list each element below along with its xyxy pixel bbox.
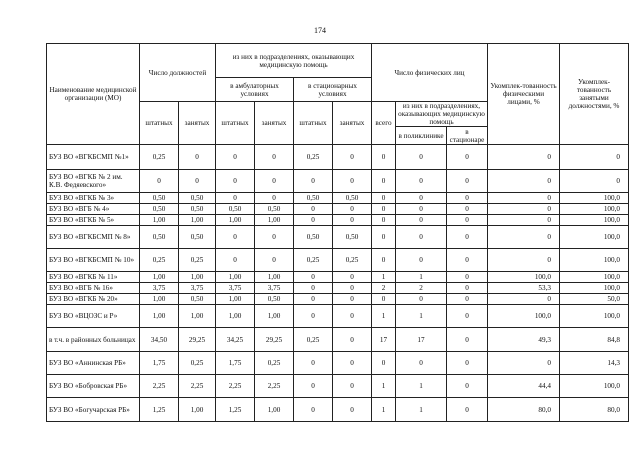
value-cell: 0 <box>333 272 372 283</box>
value-cell: 0 <box>447 375 488 398</box>
value-cell: 0 <box>396 170 447 193</box>
subdivisions-header: из них в подразделениях, оказывающих медицинскую помощь <box>216 44 372 78</box>
value-cell: 0,25 <box>140 249 179 272</box>
value-cell: 0,50 <box>333 193 372 204</box>
org-name-cell: БУЗ ВО «ВГБ № 4» <box>47 204 140 215</box>
value-cell: 0 <box>447 398 488 422</box>
value-cell: 2,25 <box>179 375 216 398</box>
value-cell: 0,50 <box>140 204 179 215</box>
org-name-header: Наименование медицинской организации (МО) <box>47 44 140 145</box>
value-cell: 2,25 <box>216 375 255 398</box>
value-cell: 2 <box>372 283 396 294</box>
value-cell: 0 <box>560 170 629 193</box>
value-cell: 0,50 <box>255 294 294 305</box>
table-row <box>47 193 629 204</box>
value-cell: 0 <box>488 249 560 272</box>
value-cell: 0 <box>294 283 333 294</box>
value-cell: 1 <box>396 305 447 328</box>
value-cell: 1,00 <box>140 272 179 283</box>
value-cell: 34,25 <box>216 328 255 352</box>
value-cell: 0,25 <box>255 352 294 375</box>
org-name-cell: БУЗ ВО «Бобровская РБ» <box>47 375 140 398</box>
value-cell: 0 <box>396 193 447 204</box>
value-cell: 50,0 <box>560 294 629 305</box>
value-cell: 0,25 <box>333 249 372 272</box>
table-row <box>47 204 629 215</box>
value-cell: 100,0 <box>560 305 629 328</box>
value-cell: 2,25 <box>140 375 179 398</box>
value-cell: 17 <box>396 328 447 352</box>
value-cell: 0 <box>333 283 372 294</box>
value-cell: 0 <box>447 305 488 328</box>
value-cell: 0 <box>372 226 396 249</box>
staffing-table <box>46 43 629 422</box>
value-cell: 0 <box>294 305 333 328</box>
org-name-cell: БУЗ ВО «ВГКБ № 5» <box>47 215 140 226</box>
value-cell: 0 <box>447 328 488 352</box>
value-cell: 1 <box>396 375 447 398</box>
outpatient-header: в амбулаторных условиях <box>216 78 294 102</box>
value-cell: 0 <box>333 170 372 193</box>
value-cell: 3,75 <box>255 283 294 294</box>
value-cell: 1 <box>396 398 447 422</box>
value-cell: 1,25 <box>216 398 255 422</box>
value-cell: 0 <box>333 294 372 305</box>
org-name-cell: БУЗ ВО «Аннинская РБ» <box>47 352 140 375</box>
value-cell: 0,50 <box>140 193 179 204</box>
value-cell: 1,00 <box>216 305 255 328</box>
value-cell: 100,0 <box>560 193 629 204</box>
value-cell: 3,75 <box>179 283 216 294</box>
value-cell: 0 <box>333 398 372 422</box>
value-cell: 100,0 <box>560 283 629 294</box>
value-cell: 0 <box>488 215 560 226</box>
value-cell: 100,0 <box>488 305 560 328</box>
value-cell: 0 <box>216 145 255 170</box>
value-cell: 2 <box>396 283 447 294</box>
table-row <box>47 283 629 294</box>
value-cell: 0,25 <box>140 145 179 170</box>
value-cell: 0 <box>333 305 372 328</box>
value-cell: 3,75 <box>216 283 255 294</box>
org-name-cell: БУЗ ВО «ВГКБ № 2 им. К.В. Федяевского» <box>47 170 140 193</box>
value-cell: 1 <box>372 375 396 398</box>
value-cell: 0 <box>294 375 333 398</box>
value-cell: 0,25 <box>294 328 333 352</box>
org-name-cell: БУЗ ВО «ВГКБСМП № 10» <box>47 249 140 272</box>
value-cell: 0,50 <box>333 226 372 249</box>
value-cell: 0 <box>447 226 488 249</box>
value-cell: 0 <box>447 249 488 272</box>
value-cell: 0 <box>447 272 488 283</box>
value-cell: 0 <box>216 226 255 249</box>
value-cell: 0 <box>294 170 333 193</box>
table-row <box>47 272 629 283</box>
org-name-cell: БУЗ ВО «Богучарская РБ» <box>47 398 140 422</box>
value-cell: 0,25 <box>179 249 216 272</box>
value-cell: 0,25 <box>294 249 333 272</box>
value-cell: 1,75 <box>216 352 255 375</box>
outpatient-occupied-header: занятых <box>255 102 294 145</box>
value-cell: 0 <box>396 226 447 249</box>
value-cell: 100,0 <box>560 249 629 272</box>
value-cell: 0 <box>140 170 179 193</box>
outpatient-staff-header: штатных <box>216 102 255 145</box>
value-cell: 1,00 <box>140 294 179 305</box>
positions-occupied-header: занятых <box>179 102 216 145</box>
table-row <box>47 226 629 249</box>
value-cell: 0 <box>294 352 333 375</box>
value-cell: 1,00 <box>255 215 294 226</box>
value-cell: 0 <box>447 283 488 294</box>
value-cell: 3,75 <box>140 283 179 294</box>
value-cell: 0,50 <box>140 226 179 249</box>
value-cell: 53,3 <box>488 283 560 294</box>
value-cell: 0 <box>447 145 488 170</box>
table-row <box>47 375 629 398</box>
in-hospital-header: в стационаре <box>447 127 488 145</box>
in-clinic-header: в поликлинике <box>396 127 447 145</box>
value-cell: 0 <box>372 215 396 226</box>
value-cell: 0 <box>255 249 294 272</box>
value-cell: 1,00 <box>216 272 255 283</box>
value-cell: 0 <box>372 145 396 170</box>
value-cell: 0 <box>294 204 333 215</box>
value-cell: 0,50 <box>179 204 216 215</box>
value-cell: 0 <box>447 204 488 215</box>
value-cell: 34,50 <box>140 328 179 352</box>
value-cell: 1,00 <box>255 272 294 283</box>
value-cell: 49,3 <box>488 328 560 352</box>
org-name-cell: БУЗ ВО «ВГКБ № 20» <box>47 294 140 305</box>
value-cell: 0 <box>179 170 216 193</box>
value-cell: 1,00 <box>179 305 216 328</box>
value-cell: 0 <box>372 352 396 375</box>
table-row <box>47 305 629 328</box>
value-cell: 0 <box>447 170 488 193</box>
value-cell: 0 <box>488 170 560 193</box>
value-cell: 1,00 <box>140 305 179 328</box>
table-row <box>47 328 629 352</box>
value-cell: 0 <box>216 170 255 193</box>
value-cell: 0 <box>333 145 372 170</box>
value-cell: 0 <box>488 193 560 204</box>
value-cell: 0 <box>255 193 294 204</box>
value-cell: 0 <box>255 170 294 193</box>
value-cell: 0 <box>333 204 372 215</box>
value-cell: 0 <box>372 204 396 215</box>
page-number: 174 <box>314 26 326 35</box>
value-cell: 100,0 <box>560 272 629 283</box>
org-name-cell: БУЗ ВО «ВЦОЗС и Р» <box>47 305 140 328</box>
value-cell: 0 <box>447 294 488 305</box>
value-cell: 0 <box>396 204 447 215</box>
value-cell: 0 <box>372 170 396 193</box>
value-cell: 1 <box>372 305 396 328</box>
value-cell: 44,4 <box>488 375 560 398</box>
org-name-cell: БУЗ ВО «ВГКБСМП № 8» <box>47 226 140 249</box>
value-cell: 0 <box>333 328 372 352</box>
value-cell: 1,00 <box>140 215 179 226</box>
value-cell: 1 <box>372 272 396 283</box>
value-cell: 0 <box>216 249 255 272</box>
value-cell: 29,25 <box>179 328 216 352</box>
value-cell: 0 <box>372 193 396 204</box>
table-row <box>47 170 629 193</box>
table-row <box>47 398 629 422</box>
value-cell: 0 <box>447 352 488 375</box>
value-cell: 0,50 <box>179 226 216 249</box>
org-name-cell: БУЗ ВО «ВГКБ № 11» <box>47 272 140 283</box>
value-cell: 0,25 <box>179 352 216 375</box>
value-cell: 1,00 <box>179 215 216 226</box>
value-cell: 29,25 <box>255 328 294 352</box>
positions-header: Число должностей <box>140 44 216 102</box>
value-cell: 0,50 <box>179 193 216 204</box>
value-cell: 1,00 <box>255 305 294 328</box>
value-cell: 1,75 <box>140 352 179 375</box>
value-cell: 0 <box>333 215 372 226</box>
value-cell: 1,00 <box>216 215 255 226</box>
table-row <box>47 352 629 375</box>
value-cell: 0,50 <box>294 193 333 204</box>
value-cell: 0 <box>255 226 294 249</box>
value-cell: 0 <box>447 215 488 226</box>
value-cell: 80,0 <box>560 398 629 422</box>
value-cell: 0,50 <box>216 204 255 215</box>
value-cell: 0 <box>488 204 560 215</box>
value-cell: 0 <box>560 145 629 170</box>
value-cell: 100,0 <box>488 272 560 283</box>
value-cell: 100,0 <box>560 215 629 226</box>
value-cell: 100,0 <box>560 226 629 249</box>
value-cell: 0 <box>396 294 447 305</box>
value-cell: 0,50 <box>255 204 294 215</box>
value-cell: 0 <box>294 215 333 226</box>
value-cell: 0 <box>179 145 216 170</box>
value-cell: 0 <box>488 226 560 249</box>
value-cell: 0 <box>372 249 396 272</box>
value-cell: 0 <box>488 145 560 170</box>
value-cell: 0 <box>396 352 447 375</box>
table-row <box>47 215 629 226</box>
value-cell: 1,25 <box>140 398 179 422</box>
total-header: всего <box>372 102 396 145</box>
value-cell: 0 <box>333 375 372 398</box>
value-cell: 0 <box>396 145 447 170</box>
value-cell: 0,50 <box>179 294 216 305</box>
persons-subdiv-header: из них в подразделениях, оказывающих медицинскую помощь <box>396 102 488 127</box>
value-cell: 1 <box>372 398 396 422</box>
value-cell: 0,25 <box>294 145 333 170</box>
value-cell: 0 <box>294 272 333 283</box>
value-cell: 0 <box>396 215 447 226</box>
value-cell: 0 <box>216 193 255 204</box>
inpatient-occupied-header: занятых <box>333 102 372 145</box>
value-cell: 2,25 <box>255 375 294 398</box>
value-cell: 0 <box>294 398 333 422</box>
staffed-physical-header: Укомплек-тованность физическими лицами, % <box>488 44 560 145</box>
value-cell: 1,00 <box>179 272 216 283</box>
value-cell: 1,00 <box>216 294 255 305</box>
value-cell: 0 <box>447 193 488 204</box>
table-row <box>47 294 629 305</box>
table-row <box>47 145 629 170</box>
staffed-occupied-header: Укомплек-тованность занятыми должностями, % <box>560 44 629 145</box>
value-cell: 0 <box>255 145 294 170</box>
physical-persons-header: Число физических лиц <box>372 44 488 102</box>
inpatient-header: в стационарных условиях <box>294 78 372 102</box>
positions-staff-header: штатных <box>140 102 179 145</box>
table-row <box>47 249 629 272</box>
value-cell: 0 <box>488 294 560 305</box>
value-cell: 0,50 <box>294 226 333 249</box>
value-cell: 80,0 <box>488 398 560 422</box>
value-cell: 84,8 <box>560 328 629 352</box>
org-name-cell: в т.ч. в районных больницах <box>47 328 140 352</box>
value-cell: 1,00 <box>255 398 294 422</box>
value-cell: 0 <box>396 249 447 272</box>
value-cell: 1,00 <box>179 398 216 422</box>
value-cell: 0 <box>333 352 372 375</box>
value-cell: 1 <box>396 272 447 283</box>
value-cell: 100,0 <box>560 375 629 398</box>
value-cell: 0 <box>372 294 396 305</box>
value-cell: 14,3 <box>560 352 629 375</box>
value-cell: 0 <box>294 294 333 305</box>
org-name-cell: БУЗ ВО «ВГКБСМП №1» <box>47 145 140 170</box>
org-name-cell: БУЗ ВО «ВГКБ № 3» <box>47 193 140 204</box>
inpatient-staff-header: штатных <box>294 102 333 145</box>
value-cell: 100,0 <box>560 204 629 215</box>
org-name-cell: БУЗ ВО «ВГБ № 16» <box>47 283 140 294</box>
value-cell: 0 <box>488 352 560 375</box>
value-cell: 17 <box>372 328 396 352</box>
